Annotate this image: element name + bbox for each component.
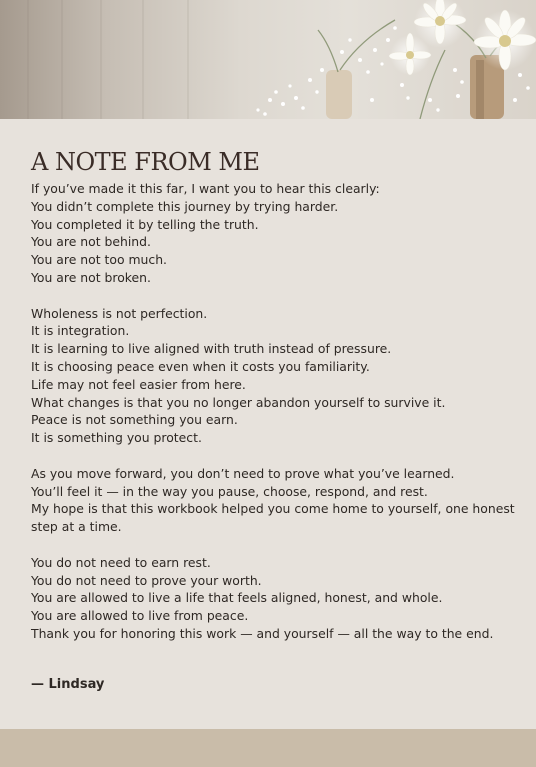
page-title: A NOTE FROM ME	[31, 148, 260, 176]
text-line: Wholeness is not perfection.	[31, 305, 208, 321]
text-line: It is something you protect.	[31, 430, 202, 446]
text-line: You’ll feel it — in the way you pause, choose, respond, and rest.	[31, 483, 428, 499]
text-line: It is integration.	[31, 323, 130, 339]
text-line: What changes is that you no longer abandon yourself to survive it.	[31, 394, 446, 410]
text-line: You are allowed to live from peace.	[31, 608, 249, 624]
paragraph-gap	[31, 536, 527, 554]
paragraph-4	[31, 554, 527, 643]
text-line: You do not need to prove your worth.	[31, 572, 262, 588]
paragraph-2	[31, 305, 527, 447]
text-line: Life may not feel easier from here.	[31, 376, 246, 392]
text-line: You do not need to earn rest.	[31, 554, 211, 570]
text-line: Thank you for honoring this work — and yourself — all the way to the end.	[31, 625, 494, 641]
text-line: You are not broken.	[31, 269, 151, 285]
text-line: You are allowed to live a life that feels aligned, honest, and whole.	[31, 590, 443, 606]
note-body	[31, 180, 527, 643]
paragraph-1	[31, 180, 527, 287]
signature: — Lindsay	[31, 677, 105, 692]
paragraph-gap	[31, 447, 527, 465]
text-line: As you move forward, you don’t need to prove what you’ve learned.	[31, 465, 455, 481]
text-line: If you’ve made it this far, I want you to hear this clearly:	[31, 181, 380, 196]
note-content	[31, 150, 527, 643]
text-line: It is learning to live aligned with truth instead of pressure.	[31, 341, 392, 357]
header-flower-photo	[0, 0, 536, 119]
paragraph-gap	[31, 287, 527, 305]
footer-band	[0, 729, 536, 767]
text-line: Peace is not something you earn.	[31, 412, 238, 428]
paragraph-3	[31, 465, 527, 536]
text-line: You didn’t complete this journey by trying harder.	[31, 198, 339, 214]
text-line: You completed it by telling the truth.	[31, 216, 259, 232]
text-line: You are not too much.	[31, 252, 167, 268]
text-line: It is choosing peace even when it costs you familiarity.	[31, 358, 370, 374]
flower-photo-illustration	[0, 0, 536, 119]
text-line: You are not behind.	[31, 234, 151, 250]
text-line: My hope is that this workbook helped you come home to yourself, one honest step at a time.	[31, 501, 515, 535]
